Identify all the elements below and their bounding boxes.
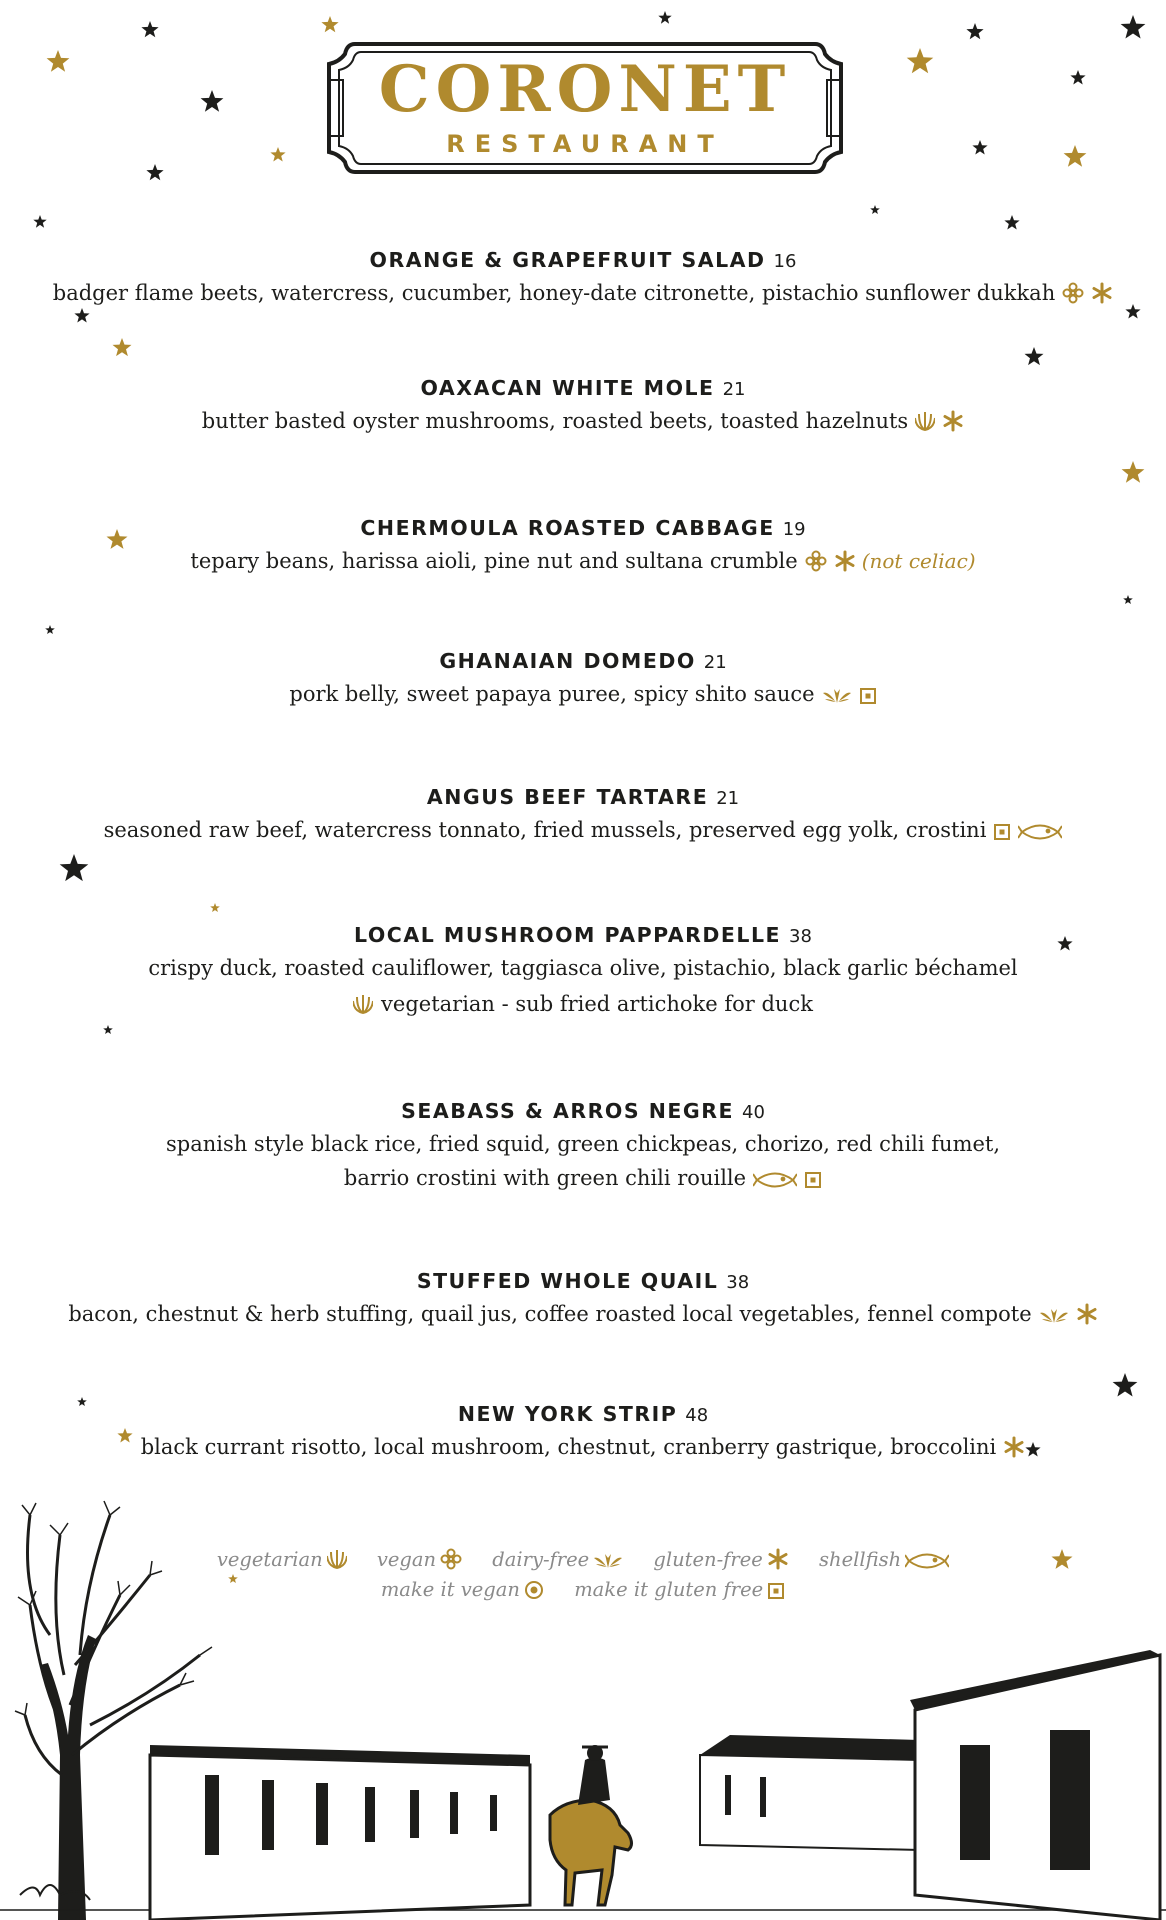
left-buildings xyxy=(150,1745,530,1920)
legend-label: make it gluten free xyxy=(574,1578,764,1601)
gluten-free-icon xyxy=(834,548,856,582)
dish-name: OAXACAN WHITE MOLE xyxy=(420,376,715,400)
star-icon xyxy=(141,21,158,37)
menu-item xyxy=(0,921,1166,1027)
logo-title: CORONET xyxy=(378,52,792,127)
dish-name: CHERMOULA ROASTED CABBAGE xyxy=(360,516,775,540)
dish-price: 48 xyxy=(685,1405,709,1426)
dish-option: vegetarian - sub fried artichoke for duck xyxy=(381,992,813,1016)
dish-description: butter basted oyster mushrooms, roasted beets, toasted hazelnuts xyxy=(201,409,909,433)
vegetarian-icon xyxy=(915,408,935,442)
star-icon xyxy=(33,215,46,228)
menu-item xyxy=(0,246,1166,314)
gluten-free-icon xyxy=(1076,1301,1098,1335)
legend-label: make it vegan xyxy=(380,1578,520,1601)
dish-name: LOCAL MUSHROOM PAPPARDELLE xyxy=(354,923,782,947)
star-icon xyxy=(870,205,880,214)
star-icon xyxy=(47,50,70,72)
dish-name: GHANAIAN DOMEDO xyxy=(439,649,696,673)
star-icon xyxy=(907,48,934,73)
dish-price: 38 xyxy=(789,926,812,947)
dish-name: ANGUS BEEF TARTARE xyxy=(426,785,709,809)
rider-on-horse xyxy=(550,1745,632,1905)
make-it-gluten-free-icon xyxy=(859,681,877,715)
shellfish-icon xyxy=(1018,817,1062,851)
make-it-gluten-free-icon xyxy=(993,817,1011,851)
dish-price: 38 xyxy=(726,1272,750,1293)
dish-price: 21 xyxy=(703,652,727,673)
dish-description-continued: barrio crostini with green chili rouille xyxy=(343,1166,747,1190)
legend-label: vegan xyxy=(376,1548,437,1571)
star-icon xyxy=(658,11,671,24)
menu-item xyxy=(0,1097,1166,1199)
dish-name: SEABASS & ARROS NEGRE xyxy=(401,1099,735,1123)
make-it-gluten-free-icon xyxy=(804,1165,822,1199)
star-icon xyxy=(1122,461,1145,483)
dish-price: 21 xyxy=(722,379,746,400)
star-icon xyxy=(1123,595,1133,604)
dish-description: seasoned raw beef, watercress tonnato, fried mussels, preserved egg yolk, crostini xyxy=(103,818,987,842)
dairy-free-icon xyxy=(822,681,852,715)
dish-name: STUFFED WHOLE QUAIL xyxy=(416,1269,719,1293)
village-street-illustration xyxy=(0,1455,1166,1920)
dish-description: bacon, chestnut & herb stuffing, quail jus, coffee roasted local vegetables, fennel compote xyxy=(68,1302,1032,1326)
dish-description: pork belly, sweet papaya puree, spicy shito sauce xyxy=(289,682,815,706)
dish-name: NEW YORK STRIP xyxy=(457,1402,678,1426)
dish-name: ORANGE & GRAPEFRUIT SALAD xyxy=(369,248,766,272)
star-icon xyxy=(1070,70,1085,85)
menu-item xyxy=(0,783,1166,851)
legend-label: dairy-free xyxy=(492,1548,590,1571)
dairy-free-icon xyxy=(1039,1301,1069,1335)
star-icon xyxy=(1025,347,1044,365)
legend-label: gluten-free xyxy=(653,1548,763,1571)
dish-note: (not celiac) xyxy=(861,549,976,573)
vegetarian-icon xyxy=(353,989,373,1027)
star-icon xyxy=(146,164,163,180)
dish-price: 16 xyxy=(773,251,797,272)
dish-description: tepary beans, harissa aioli, pine nut and sultana crumble xyxy=(190,549,798,573)
gluten-free-icon xyxy=(1091,280,1113,314)
dish-price: 19 xyxy=(782,519,806,540)
menu-item xyxy=(0,647,1166,715)
star-icon xyxy=(1121,15,1146,39)
menu-item xyxy=(0,514,1166,582)
legend-label: vegetarian xyxy=(216,1548,323,1571)
logo-subtitle: RESTAURANT xyxy=(446,130,724,158)
shellfish-icon xyxy=(753,1165,797,1199)
star-icon xyxy=(201,90,224,112)
star-icon xyxy=(210,903,220,912)
star-icon xyxy=(1113,1373,1138,1397)
star-icon xyxy=(113,338,132,356)
dish-description: crispy duck, roasted cauliflower, taggiasca olive, pistachio, black garlic béchamel xyxy=(148,956,1018,980)
star-icon xyxy=(966,23,983,39)
star-icon xyxy=(972,140,987,155)
star-icon xyxy=(45,625,55,634)
dish-price: 21 xyxy=(716,788,740,809)
dish-price: 40 xyxy=(742,1102,765,1123)
dish-description: badger flame beets, watercress, cucumber, honey-date citronette, pistachio sunflower dukkah xyxy=(52,281,1056,305)
legend-label: shellfish xyxy=(819,1548,902,1571)
right-buildings xyxy=(700,1650,1160,1920)
menu-item xyxy=(0,374,1166,442)
gluten-free-icon xyxy=(942,408,964,442)
dish-description: black currant risotto, local mushroom, chestnut, cranberry gastrique, broccolini xyxy=(140,1435,997,1459)
star-icon xyxy=(321,16,338,32)
menu-item xyxy=(0,1267,1166,1335)
vegan-icon xyxy=(805,548,827,582)
star-icon xyxy=(60,854,89,881)
star-icon xyxy=(1004,215,1019,230)
vegan-icon xyxy=(1062,280,1084,314)
star-icon xyxy=(270,147,285,162)
dish-description: spanish style black rice, fried squid, green chickpeas, chorizo, red chili fumet, xyxy=(165,1132,1001,1156)
star-icon xyxy=(1064,145,1087,167)
